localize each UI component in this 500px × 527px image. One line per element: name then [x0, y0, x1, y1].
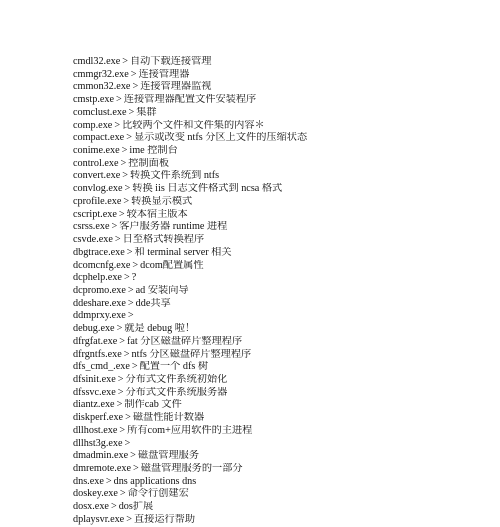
command-name: dcpromo.exe — [73, 284, 126, 296]
separator: > — [122, 170, 128, 182]
list-item — [73, 56, 493, 69]
command-description: 显示或改变 ntfs 分区上文件的压缩状态 — [133, 132, 308, 144]
list-item — [73, 272, 493, 285]
command-description: 磁盘管理服务的一部分 — [140, 463, 243, 474]
command-description: ad 安装向导 — [135, 284, 189, 296]
command-description: 较本宿主版本 — [126, 208, 188, 220]
command-name: doskey.exe — [73, 488, 118, 500]
command-name: dns.exe — [73, 475, 104, 487]
command-description: 日至格式转换程序 — [122, 234, 205, 246]
command-name: dllhst3g.exe — [73, 437, 123, 449]
separator: > — [126, 132, 132, 144]
separator: > — [127, 284, 134, 296]
command-name: dosx.exe — [73, 501, 109, 513]
command-description: dns applications dns — [113, 475, 197, 487]
separator: > — [130, 68, 137, 80]
command-name: cprofile.exe — [73, 195, 122, 207]
separator: > — [111, 221, 118, 233]
separator: > — [118, 208, 125, 220]
command-description: 命令行创建宏 — [127, 488, 189, 500]
command-description: 配置一个 dfs 树 — [139, 361, 209, 373]
list-item — [73, 196, 493, 209]
list-item — [73, 501, 493, 514]
list-item — [73, 476, 493, 489]
command-description: 制作cab 文件 — [124, 399, 182, 411]
command-name: diantz.exe — [73, 399, 115, 411]
command-name: csvde.exe — [73, 234, 113, 246]
separator: > — [116, 94, 122, 106]
list-item — [73, 94, 493, 107]
list-item — [73, 412, 493, 425]
list-item — [73, 463, 493, 476]
command-name: conime.exe — [73, 145, 120, 157]
command-name: debug.exe — [73, 323, 115, 335]
command-description: 分布式文件系统初始化 — [125, 373, 228, 385]
list-item — [73, 323, 493, 336]
command-list — [73, 56, 493, 527]
separator: > — [124, 183, 131, 195]
command-name: dllhost.exe — [73, 424, 118, 436]
command-description: 和 terminal server 相关 — [134, 246, 232, 258]
command-name: dbgtrace.exe — [73, 246, 125, 258]
command-description: ime 控制台 — [129, 145, 178, 157]
command-name: dfs_cmd_.exe — [73, 361, 130, 373]
list-item — [73, 107, 493, 120]
separator: > — [120, 157, 127, 169]
command-description: 所有com+应用软件的主进程 — [127, 424, 253, 436]
command-description: ? — [131, 272, 137, 284]
separator: > — [117, 386, 124, 398]
command-name: csrss.exe — [73, 221, 110, 233]
list-item — [73, 69, 493, 82]
command-name: cscript.exe — [73, 208, 117, 220]
command-description: dos扩展 — [118, 501, 154, 513]
list-item — [73, 247, 493, 260]
command-description: 集群 — [136, 106, 157, 118]
command-description: ntfs 分区磁盘碎片整理程序 — [131, 348, 252, 360]
command-description: 转换文件系统到 ntfs — [129, 170, 220, 182]
command-description: dcom配置属性 — [140, 259, 204, 271]
command-description: 连接管理器监视 — [140, 81, 212, 93]
command-name: dfrgfat.exe — [73, 335, 118, 347]
separator: > — [110, 501, 117, 513]
list-item — [73, 336, 493, 349]
command-description: 转换 iis 日志文件格式到 ncsa 格式 — [132, 183, 283, 195]
list-item — [73, 298, 493, 311]
command-name: dmadmin.exe — [73, 450, 129, 462]
command-name: dfsinit.exe — [73, 373, 116, 385]
list-item — [73, 399, 493, 412]
command-description: 直接运行帮助 — [133, 513, 196, 525]
list-item — [73, 488, 493, 501]
command-description: 连接管理器配置文件安装程序 — [123, 94, 257, 106]
separator: > — [125, 412, 131, 424]
separator: > — [123, 348, 130, 360]
separator: > — [116, 399, 123, 411]
list-item — [73, 158, 493, 171]
separator: > — [127, 297, 134, 309]
separator: > — [105, 475, 112, 487]
command-description: 自动下载连接管理 — [130, 56, 212, 67]
list-item — [73, 234, 493, 247]
command-name: ddmprxy.exe — [73, 310, 126, 322]
command-name: dcphelp.exe — [73, 272, 122, 284]
command-description: dde共享 — [135, 297, 171, 309]
separator: > — [133, 463, 139, 474]
separator: > — [123, 272, 130, 284]
command-description: 转换显示模式 — [131, 195, 193, 207]
separator: > — [126, 513, 132, 525]
command-description: 磁盘管理服务 — [137, 450, 200, 462]
command-description: 比较两个文件和文件集的内容＊ — [122, 119, 265, 131]
separator: > — [132, 259, 139, 271]
command-description: fat 分区磁盘碎片整理程序 — [126, 335, 243, 347]
list-item — [73, 170, 493, 183]
command-name: dcomcnfg.exe — [73, 259, 131, 271]
command-description: 磁盘性能计数器 — [132, 412, 205, 424]
command-name: comp.exe — [73, 119, 113, 131]
command-name: diskperf.exe — [73, 412, 124, 424]
command-name: convert.exe — [73, 170, 121, 182]
list-item — [73, 260, 493, 273]
command-name: convlog.exe — [73, 183, 123, 195]
separator: > — [121, 145, 128, 157]
list-item — [73, 374, 493, 387]
command-name: cmstp.exe — [73, 94, 115, 106]
command-name: control.exe — [73, 157, 119, 169]
command-name: dfrgntfs.exe — [73, 348, 122, 360]
separator: > — [130, 450, 136, 462]
command-description: 就是 debug 啦！ — [124, 323, 196, 335]
separator: > — [119, 488, 126, 500]
list-item — [73, 132, 493, 145]
separator: > — [131, 361, 138, 373]
command-name: dfssvc.exe — [73, 386, 116, 398]
command-name: comclust.exe — [73, 106, 127, 118]
separator: > — [114, 234, 121, 246]
list-item — [73, 425, 493, 438]
command-name: compact.exe — [73, 132, 125, 144]
separator: > — [128, 106, 135, 118]
list-item — [73, 221, 493, 234]
command-name: ddeshare.exe — [73, 297, 126, 309]
separator: > — [119, 424, 126, 436]
command-name: cmmon32.exe — [73, 81, 131, 93]
list-item — [73, 81, 493, 94]
command-description: 连接管理器 — [138, 68, 190, 80]
list-item — [73, 310, 493, 323]
list-item — [73, 438, 493, 451]
command-description: 分布式文件系统服务器 — [125, 386, 228, 398]
command-description: 控制面板 — [128, 157, 170, 169]
list-item — [73, 450, 493, 463]
separator: > — [114, 119, 121, 131]
command-name: dmremote.exe — [73, 463, 131, 474]
separator: > — [116, 323, 123, 335]
command-name: cmdl32.exe — [73, 56, 121, 67]
list-item — [73, 285, 493, 298]
list-item — [73, 145, 493, 158]
separator: > — [124, 437, 131, 449]
separator: > — [123, 195, 130, 207]
list-item — [73, 183, 493, 196]
list-item — [73, 361, 493, 374]
separator: > — [117, 373, 124, 385]
list-item — [73, 387, 493, 400]
separator: > — [119, 335, 125, 347]
list-item — [73, 120, 493, 133]
separator: > — [122, 56, 128, 67]
list-item — [73, 514, 493, 527]
separator: > — [132, 81, 139, 93]
separator: > — [127, 310, 134, 322]
command-description: 客户服务器 runtime 进程 — [119, 221, 228, 233]
list-item — [73, 349, 493, 362]
separator: > — [126, 246, 133, 258]
list-item — [73, 209, 493, 222]
command-name: cmmgr32.exe — [73, 68, 129, 80]
command-name: dplaysvr.exe — [73, 513, 125, 525]
